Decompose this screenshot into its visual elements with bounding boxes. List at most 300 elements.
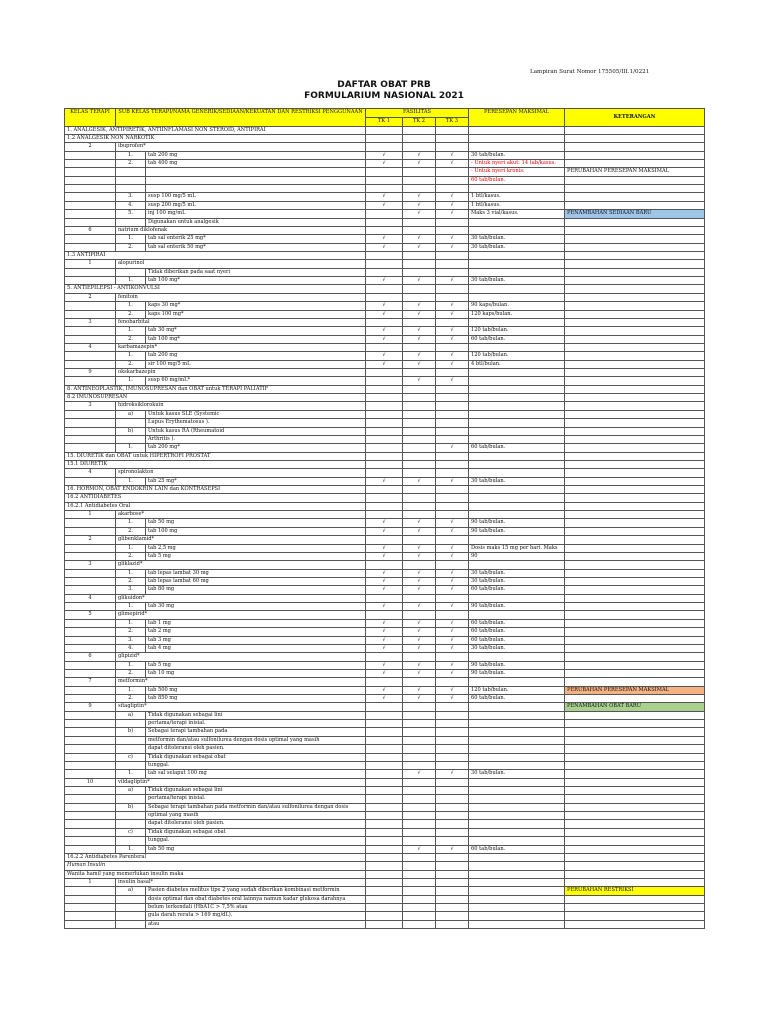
checkmark-icon: √ [417, 552, 421, 559]
keterangan: PERUBAHAN RESTRIKSI [565, 887, 705, 895]
empty-cell [436, 385, 469, 393]
check-tk1 [366, 544, 403, 552]
item-description: tab sal selaput 100 mg [146, 770, 366, 778]
item-description: metformin dan/atau sulfonilurea dengan dosis optimal yang masih [146, 736, 366, 744]
kelas-number [65, 519, 116, 527]
check-tk1 [366, 260, 403, 268]
peresepan-maksimal [469, 377, 565, 385]
keterangan [565, 552, 705, 560]
item-index [116, 736, 146, 744]
item-index [116, 795, 146, 803]
check-tk3 [436, 619, 469, 627]
checkmark-icon: √ [450, 636, 454, 643]
section-row [65, 394, 705, 402]
item-description: tab 2 mg [146, 628, 366, 636]
form-row [65, 828, 705, 836]
check-tk2 [403, 828, 436, 836]
item-index: a) [116, 711, 146, 719]
checkmark-icon: √ [417, 619, 421, 626]
check-tk3 [436, 594, 469, 602]
peresepan-maksimal: 60 tab/bulan. [469, 695, 565, 703]
check-tk2 [403, 920, 436, 928]
empty-cell [366, 502, 403, 510]
check-tk2 [403, 552, 436, 560]
check-tk3 [436, 536, 469, 544]
item-index: 1. [116, 235, 146, 243]
keterangan [565, 828, 705, 836]
check-tk3 [436, 711, 469, 719]
keterangan [565, 218, 705, 226]
item-description: inj 100 mg/mL [146, 210, 366, 218]
keterangan [565, 160, 705, 168]
peresepan-maksimal [469, 912, 565, 920]
form-row [65, 770, 705, 778]
checkmark-icon: √ [382, 352, 386, 359]
check-tk3 [436, 611, 469, 619]
peresepan-maksimal: 30 tab/bulan. [469, 477, 565, 485]
item-index: b) [116, 728, 146, 736]
document-title: DAFTAR OBAT PRB [337, 80, 431, 90]
check-tk2 [403, 753, 436, 761]
keterangan [565, 761, 705, 769]
check-tk1 [366, 611, 403, 619]
section-heading: 15. DIURETIK dan OBAT untuk HIPERTROFI PROSTAT [65, 452, 366, 460]
kelas-number [65, 410, 116, 418]
check-tk2 [403, 644, 436, 652]
check-tk1 [366, 728, 403, 736]
checkmark-icon: √ [450, 552, 454, 559]
empty-cell [403, 494, 436, 502]
checkmark-icon: √ [417, 210, 421, 217]
empty-cell [436, 460, 469, 468]
checkmark-icon: √ [382, 310, 386, 317]
checkmark-icon: √ [450, 644, 454, 651]
empty-cell [565, 452, 705, 460]
check-tk1 [366, 235, 403, 243]
header-sub-kelas: SUB KELAS TERAPI/NAMA GENERIK/SEDIAAN/KEKUATAN DAN RESTRIKSI PENGGUNAAN [116, 109, 366, 127]
check-tk3 [436, 653, 469, 661]
checkmark-icon: √ [450, 527, 454, 534]
form-row [65, 820, 705, 828]
check-tk2 [403, 544, 436, 552]
kelas-number [65, 327, 116, 335]
drug-name: hidroksiklorokuin [116, 402, 366, 410]
peresepan-maksimal: 1 btl/kasus. [469, 201, 565, 209]
item-index: 3. [116, 586, 146, 594]
form-row [65, 444, 705, 452]
item-description: Sebagai terapi tambahan pada metformin dan/atau sulfonilurea dengan dosis [146, 803, 366, 811]
section-heading: 1.2 ANALGESIK NON NARKOTIK [65, 134, 366, 142]
check-tk3 [436, 561, 469, 569]
check-tk3 [436, 160, 469, 168]
peresepan-maksimal: 60 tab/bulan. [469, 176, 565, 184]
check-tk2 [403, 669, 436, 677]
check-tk1 [366, 603, 403, 611]
checkmark-icon: √ [417, 160, 421, 167]
peresepan-maksimal: 60 tab/bulan. [469, 628, 565, 636]
item-description: dapat ditoleransi oleh pasien. [146, 745, 366, 753]
drug-name: insulin basal* [116, 878, 366, 886]
empty-cell [469, 134, 565, 142]
check-tk1 [366, 302, 403, 310]
item-description: Tidak digunakan sebagai obat [146, 828, 366, 836]
kelas-number: 6 [65, 653, 116, 661]
keterangan [565, 302, 705, 310]
check-tk2 [403, 895, 436, 903]
item-index: c) [116, 828, 146, 836]
checkmark-icon: √ [450, 377, 454, 384]
empty-cell [436, 494, 469, 502]
form-row [65, 720, 705, 728]
empty-cell [366, 486, 403, 494]
header-fasilitas: FASILITAS [366, 109, 469, 118]
drug-row [65, 369, 705, 377]
peresepan-maksimal [469, 736, 565, 744]
check-tk2 [403, 151, 436, 159]
keterangan [565, 435, 705, 443]
kelas-number [65, 185, 116, 193]
item-index: 3. [116, 636, 146, 644]
check-tk2 [403, 293, 436, 301]
item-description: Untuk kasus RA (Rheumatoid [146, 427, 366, 435]
peresepan-maksimal: 120 tab/bulan. [469, 686, 565, 694]
keterangan: PERUBAHAN PERESEPAN MAKSIMAL [565, 168, 705, 176]
drug-name: glibenklamid* [116, 536, 366, 544]
peresepan-maksimal [469, 185, 565, 193]
empty-cell [366, 134, 403, 142]
checkmark-icon: √ [382, 160, 386, 167]
empty-cell [403, 394, 436, 402]
peresepan-maksimal: 90 kaps/bulan. [469, 302, 565, 310]
check-tk1 [366, 628, 403, 636]
peresepan-maksimal: 120 kaps/bulan. [469, 310, 565, 318]
check-tk1 [366, 594, 403, 602]
kelas-number: 10 [65, 778, 116, 786]
item-description: Pasien diabetes melitus tipe 2 yang sudah diberikan kombinasi metformin [146, 887, 366, 895]
check-tk1 [366, 803, 403, 811]
check-tk2 [403, 327, 436, 335]
keterangan [565, 469, 705, 477]
peresepan-maksimal [469, 536, 565, 544]
checkmark-icon: √ [417, 201, 421, 208]
item-description: Tidak diberikan pada saat nyeri [146, 268, 366, 276]
item-description: tab 850 mg [146, 695, 366, 703]
item-index: 2. [116, 552, 146, 560]
keterangan [565, 360, 705, 368]
form-row [65, 519, 705, 527]
checkmark-icon: √ [417, 586, 421, 593]
item-index: 2. [116, 360, 146, 368]
peresepan-maksimal [469, 511, 565, 519]
keterangan [565, 369, 705, 377]
empty-cell [436, 486, 469, 494]
checkmark-icon: √ [417, 277, 421, 284]
check-tk1 [366, 168, 403, 176]
item-index: b) [116, 803, 146, 811]
checkmark-icon: √ [450, 686, 454, 693]
header-tk2: TK 2 [403, 117, 436, 126]
check-tk1 [366, 770, 403, 778]
keterangan [565, 544, 705, 552]
checkmark-icon: √ [382, 193, 386, 200]
drug-row [65, 402, 705, 410]
check-tk3 [436, 185, 469, 193]
checkmark-icon: √ [450, 628, 454, 635]
peresepan-maksimal [469, 803, 565, 811]
kelas-number [65, 636, 116, 644]
section-heading: 16.2.2 Antidiabetes Parenteral [65, 853, 366, 861]
peresepan-maksimal: 30 tab/bulan. [469, 235, 565, 243]
check-tk3 [436, 904, 469, 912]
keterangan [565, 720, 705, 728]
check-tk3 [436, 636, 469, 644]
checkmark-icon: √ [450, 210, 454, 217]
checkmark-icon: √ [417, 770, 421, 777]
check-tk2 [403, 586, 436, 594]
item-description: tab 10 mg [146, 669, 366, 677]
keterangan: PERUBAHAN PERESEPAN MAKSIMAL [565, 686, 705, 694]
form-row [65, 410, 705, 418]
empty-cell [469, 126, 565, 134]
checkmark-icon: √ [382, 201, 386, 208]
form-row [65, 176, 705, 184]
keterangan [565, 837, 705, 845]
check-tk1 [366, 477, 403, 485]
form-row [65, 636, 705, 644]
drug-row [65, 260, 705, 268]
kelas-number [65, 193, 116, 201]
kelas-number [65, 837, 116, 845]
peresepan-maksimal: 90 tab/bulan. [469, 603, 565, 611]
checkmark-icon: √ [417, 628, 421, 635]
check-tk2 [403, 435, 436, 443]
check-tk1 [366, 619, 403, 627]
checkmark-icon: √ [417, 519, 421, 526]
checkmark-icon: √ [417, 360, 421, 367]
checkmark-icon: √ [417, 335, 421, 342]
checkmark-icon: √ [382, 569, 386, 576]
peresepan-maksimal [469, 561, 565, 569]
checkmark-icon: √ [382, 360, 386, 367]
item-index [116, 168, 146, 176]
kelas-number: 1 [65, 878, 116, 886]
check-tk1 [366, 151, 403, 159]
form-row [65, 552, 705, 560]
checkmark-icon: √ [417, 644, 421, 651]
peresepan-maksimal [469, 904, 565, 912]
check-tk1 [366, 369, 403, 377]
item-index: 1. [116, 544, 146, 552]
peresepan-maksimal: 30 tab/bulan. [469, 578, 565, 586]
section-heading: 8.2 IMUNOSUPRESAN [65, 394, 366, 402]
kelas-number [65, 160, 116, 168]
check-tk3 [436, 812, 469, 820]
item-description: tunggal. [146, 761, 366, 769]
kelas-number [65, 360, 116, 368]
empty-cell [565, 486, 705, 494]
keterangan [565, 728, 705, 736]
keterangan [565, 561, 705, 569]
check-tk1 [366, 444, 403, 452]
check-tk1 [366, 193, 403, 201]
drug-row [65, 878, 705, 886]
item-description [146, 176, 366, 184]
kelas-number [65, 628, 116, 636]
kelas-number [65, 168, 116, 176]
check-tk2 [403, 201, 436, 209]
check-tk1 [366, 669, 403, 677]
empty-cell [565, 853, 705, 861]
item-index: 2. [116, 669, 146, 677]
section-row [65, 862, 705, 870]
checkmark-icon: √ [450, 201, 454, 208]
drug-name: vildagliptin* [116, 778, 366, 786]
drug-row [65, 343, 705, 351]
keterangan [565, 586, 705, 594]
check-tk1 [366, 703, 403, 711]
drug-row [65, 778, 705, 786]
item-index [116, 419, 146, 427]
checkmark-icon: √ [382, 603, 386, 610]
drug-row [65, 703, 705, 711]
peresepan-maksimal [469, 410, 565, 418]
peresepan-maksimal [469, 343, 565, 351]
item-index [116, 820, 146, 828]
kelas-number [65, 151, 116, 159]
form-row [65, 352, 705, 360]
kelas-number [65, 527, 116, 535]
item-index: 2. [116, 527, 146, 535]
empty-cell [469, 862, 565, 870]
check-tk1 [366, 636, 403, 644]
empty-cell [469, 494, 565, 502]
section-row [65, 126, 705, 134]
empty-cell [366, 394, 403, 402]
item-index: 1. [116, 352, 146, 360]
check-tk2 [403, 176, 436, 184]
checkmark-icon: √ [382, 686, 386, 693]
item-index: 1. [116, 477, 146, 485]
check-tk2 [403, 611, 436, 619]
form-row [65, 795, 705, 803]
check-tk2 [403, 678, 436, 686]
check-tk3 [436, 235, 469, 243]
check-tk2 [403, 318, 436, 326]
check-tk1 [366, 293, 403, 301]
check-tk1 [366, 352, 403, 360]
peresepan-maksimal [469, 435, 565, 443]
check-tk1 [366, 828, 403, 836]
checkmark-icon: √ [382, 644, 386, 651]
drug-row [65, 594, 705, 602]
kelas-number [65, 728, 116, 736]
checkmark-icon: √ [417, 569, 421, 576]
keterangan [565, 293, 705, 301]
checkmark-icon: √ [450, 669, 454, 676]
item-description: susp 100 mg/5 mL [146, 193, 366, 201]
check-tk3 [436, 369, 469, 377]
keterangan [565, 736, 705, 744]
checkmark-icon: √ [417, 302, 421, 309]
form-row [65, 904, 705, 912]
checkmark-icon: √ [417, 352, 421, 359]
kelas-number: 2 [65, 143, 116, 151]
keterangan [565, 402, 705, 410]
check-tk3 [436, 845, 469, 853]
drug-row [65, 653, 705, 661]
section-heading: 1. ANALGESIK, ANTIPIRETIK, ANTIINFLAMASI NON STEROID, ANTIPIRAI [65, 126, 366, 134]
checkmark-icon: √ [417, 695, 421, 702]
checkmark-icon: √ [382, 302, 386, 309]
peresepan-maksimal [469, 820, 565, 828]
form-row [65, 711, 705, 719]
check-tk2 [403, 653, 436, 661]
item-index [116, 904, 146, 912]
kelas-number: 2 [65, 293, 116, 301]
empty-cell [366, 285, 403, 293]
check-tk1 [366, 711, 403, 719]
check-tk3 [436, 277, 469, 285]
kelas-number [65, 377, 116, 385]
peresepan-maksimal: 120 tab/bulan. [469, 327, 565, 335]
kelas-number [65, 310, 116, 318]
kelas-number [65, 669, 116, 677]
checkmark-icon: √ [417, 243, 421, 250]
check-tk3 [436, 828, 469, 836]
peresepan-maksimal: Maks 3 vial/kasus. [469, 210, 565, 218]
peresepan-maksimal: 60 tab/bulan. [469, 845, 565, 853]
checkmark-icon: √ [417, 636, 421, 643]
check-tk2 [403, 837, 436, 845]
item-description: kaps 30 mg* [146, 302, 366, 310]
checkmark-icon: √ [417, 603, 421, 610]
checkmark-icon: √ [382, 619, 386, 626]
item-index: 2. [116, 335, 146, 343]
item-description: tab lepas lambat 60 mg [146, 578, 366, 586]
kelas-number [65, 201, 116, 209]
peresepan-maksimal [469, 419, 565, 427]
check-tk1 [366, 686, 403, 694]
checkmark-icon: √ [450, 544, 454, 551]
checkmark-icon: √ [450, 845, 454, 852]
check-tk3 [436, 728, 469, 736]
check-tk1 [366, 837, 403, 845]
keterangan [565, 786, 705, 794]
item-description: Tidak digunakan sebagai obat [146, 753, 366, 761]
check-tk1 [366, 536, 403, 544]
header-keterangan: KETERANGAN [565, 109, 705, 127]
form-row [65, 427, 705, 435]
drug-name: akarbose* [116, 511, 366, 519]
form-row [65, 628, 705, 636]
kelas-number [65, 644, 116, 652]
peresepan-maksimal: 60 tab/bulan. [469, 335, 565, 343]
check-tk1 [366, 185, 403, 193]
item-description: tunggal. [146, 837, 366, 845]
checkmark-icon: √ [450, 661, 454, 668]
checkmark-icon: √ [450, 193, 454, 200]
empty-cell [565, 285, 705, 293]
check-tk1 [366, 569, 403, 577]
kelas-number [65, 277, 116, 285]
keterangan [565, 711, 705, 719]
check-tk1 [366, 511, 403, 519]
item-description: tab 200 mg* [146, 444, 366, 452]
check-tk2 [403, 904, 436, 912]
drug-name: glikuidon* [116, 594, 366, 602]
check-tk2 [403, 561, 436, 569]
form-row [65, 235, 705, 243]
